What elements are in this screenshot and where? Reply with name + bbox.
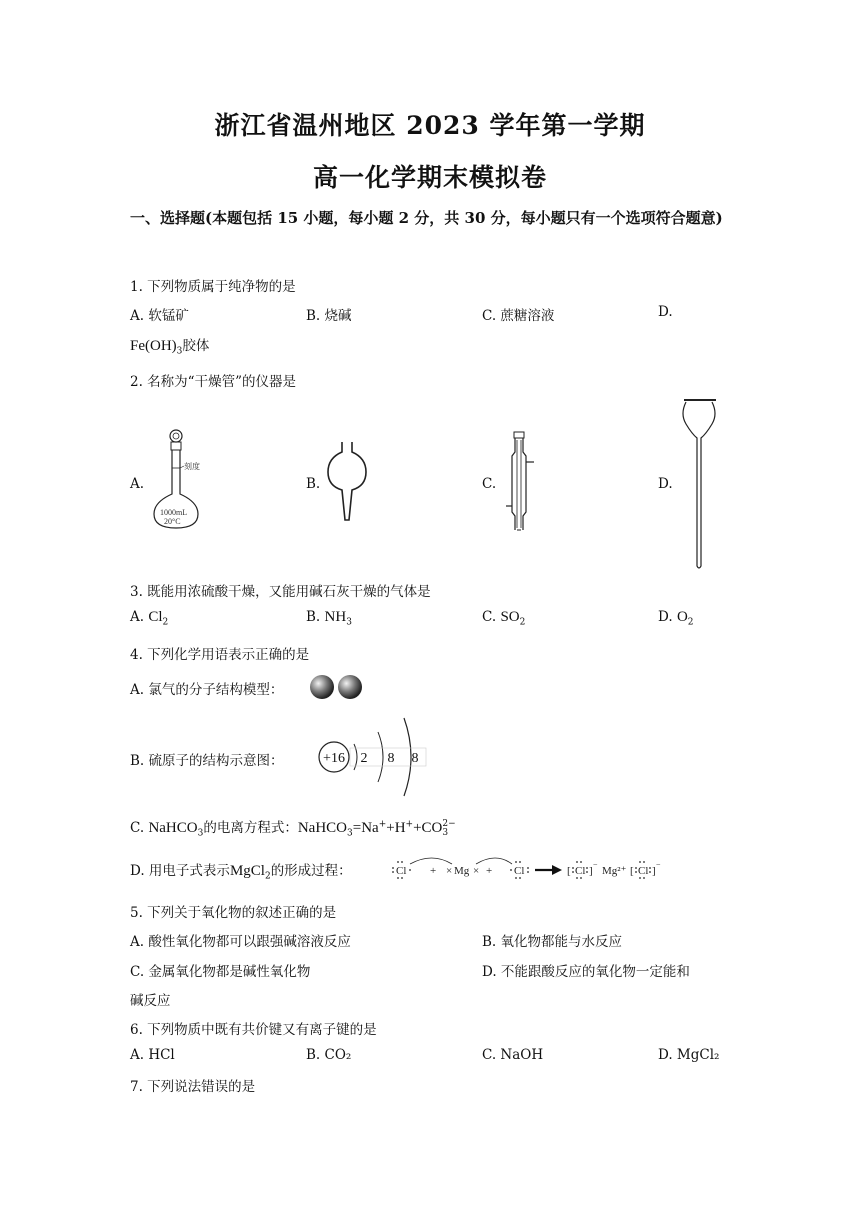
svg-text:−: −	[593, 860, 598, 869]
svg-text:Mg: Mg	[454, 865, 470, 877]
q3-option-c: C. $SO_2$	[482, 609, 526, 628]
flask-scale-label: 刻度	[184, 462, 200, 471]
question-4-stem: 4. 下列化学用语表示正确的是	[130, 647, 310, 663]
q5-option-d: D. 不能跟酸反应的氧化物一定能和	[482, 964, 690, 980]
q2-option-d: D.	[658, 476, 673, 492]
q3-option-a: A. $Cl_2$	[130, 609, 169, 628]
section-heading: 一、选择题(本题包括 15 小题，每小题 2 分，共 30 分，每小题只有一个选项符合题意)	[130, 209, 723, 227]
q5-option-a: A. 酸性氧化物都可以跟强碱溶液反应	[130, 934, 351, 950]
shell-3-electrons: 8	[411, 751, 419, 766]
q3-option-d: D. $O_2$	[658, 609, 694, 628]
q4-option-d: D. 用电子式表示MgCl$_2$的形成过程：	[130, 863, 352, 882]
q1-option-d-formula: $Fe(OH)_3$胶体	[130, 338, 210, 357]
svg-text:−: −	[656, 860, 661, 869]
svg-text:×: ×	[473, 865, 480, 877]
thistle-funnel-image	[678, 396, 722, 572]
page-title-line1: 浙江省温州地区 2023 学年第一学期	[214, 111, 646, 140]
svg-text:Cl: Cl	[396, 865, 407, 877]
svg-text:Cl: Cl	[638, 865, 649, 877]
q4-option-b: B. 硫原子的结构示意图：	[130, 753, 284, 769]
svg-text:]: ]	[652, 865, 656, 877]
flask-temp-label: 20°C	[164, 517, 181, 526]
q1-option-d: D.	[658, 304, 673, 320]
chlorine-molecule-model	[308, 673, 366, 701]
svg-text:×: ×	[446, 865, 453, 877]
q2-option-c: C.	[482, 476, 497, 492]
q5-option-b: B. 氧化物都能与水反应	[482, 934, 623, 950]
q1-option-c: C. 蔗糖溶液	[482, 308, 555, 324]
q2-option-a: A.	[130, 476, 145, 492]
q5-option-d-continued: 碱反应	[130, 993, 171, 1009]
q1-option-b: B. 烧碱	[306, 308, 352, 324]
q6-option-a: A. HCl	[130, 1047, 175, 1063]
volumetric-flask-image	[150, 428, 220, 532]
q6-option-d: D. MgCl₂	[658, 1047, 720, 1063]
svg-text:+: +	[486, 865, 493, 877]
q1-option-a: A. 软锰矿	[130, 308, 189, 324]
nucleus-charge: +16	[323, 751, 345, 766]
question-5-stem: 5. 下列关于氧化物的叙述正确的是	[130, 905, 337, 921]
svg-text:]: ]	[589, 865, 593, 877]
question-6-stem: 6. 下列物质中既有共价键又有离子键的是	[130, 1022, 377, 1038]
q4-option-a: A. 氯气的分子结构模型：	[130, 682, 284, 698]
shell-1-electrons: 2	[360, 751, 368, 766]
svg-text:+: +	[430, 865, 437, 877]
svg-text:Cl: Cl	[514, 865, 525, 877]
svg-text:[: [	[567, 865, 571, 877]
q5-option-c: C. 金属氧化物都是碱性氧化物	[130, 964, 311, 980]
q6-option-c: C. NaOH	[482, 1047, 544, 1063]
condenser-image	[504, 430, 544, 534]
drying-tube-image	[326, 440, 376, 524]
page-title-line2: 高一化学期末模拟卷	[312, 163, 547, 192]
svg-text:Cl: Cl	[575, 865, 586, 877]
q3-option-b: B. $NH_3$	[306, 609, 352, 628]
q4-option-c: C. NaHCO$_3$的电离方程式：NaHCO$_3$=Na++H++CO 2− 3	[130, 818, 456, 839]
svg-text:Mg²⁺: Mg²⁺	[602, 865, 627, 877]
flask-volume-label: 1000mL	[160, 508, 188, 517]
question-7-stem: 7. 下列说法错误的是	[130, 1079, 256, 1095]
mgcl2-electron-formation-diagram	[392, 852, 684, 884]
q2-option-b: B.	[306, 476, 321, 492]
question-1-stem: 1. 下列物质属于纯净物的是	[130, 279, 296, 295]
question-3-stem: 3. 既能用浓硫酸干燥，又能用碱石灰干燥的气体是	[130, 584, 431, 600]
sulfur-atom-structure-diagram	[316, 714, 436, 804]
question-2-stem: 2. 名称为“干燥管”的仪器是	[130, 374, 296, 390]
q6-option-b: B. CO₂	[306, 1047, 352, 1063]
svg-text:[: [	[630, 865, 634, 877]
shell-2-electrons: 8	[387, 751, 395, 766]
